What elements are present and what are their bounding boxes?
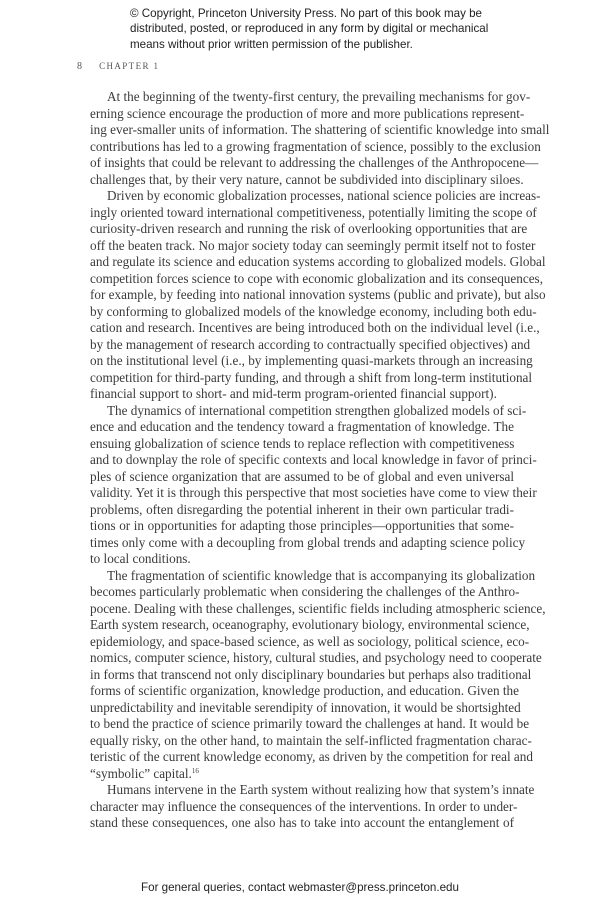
text-line: character may influence the consequences of the interventions. In order to under- — [90, 798, 518, 814]
text-line: ples of science organization that are assumed to be of global and even universal — [90, 468, 514, 484]
text-line: cation and research. Incentives are being introduced both on the individual level (i.e., — [90, 320, 540, 335]
text-line: competition for third-party funding, and through a shift from long-term institutional — [90, 369, 533, 385]
text-line: on the institutional level (i.e., by implementing quasi-markets through an increasing — [90, 353, 533, 368]
chapter-label: CHAPTER 1 — [99, 61, 160, 71]
text-line: The dynamics of international competition strengthen globalized models of sci- — [107, 402, 527, 418]
paragraph — [90, 567, 546, 783]
text-line-content: “symbolic” capital. — [90, 765, 192, 781]
text-line: and to downplay the role of specific contexts and local knowledge in favor of princi- — [90, 452, 537, 467]
text-line: times only come with a decoupling from global trends and adapting science policy — [90, 534, 526, 550]
text-line: validity. Yet it is through this perspective that most societies have come to view their — [90, 485, 537, 500]
copyright-line: © Copyright, Princeton University Press. No part of this book may be — [130, 7, 482, 20]
text-line: teristic of the current knowledge economy, as driven by the competition for real and — [90, 749, 533, 764]
paragraph — [90, 89, 550, 188]
text-line: for example, by feeding into national innovation systems (public and private), but also — [90, 287, 546, 302]
text-line: and regulate its science and education systems according to globalized models. Global — [90, 254, 546, 269]
text-line: ensuing globalization of science tends to replace reflection with competitiveness — [90, 435, 515, 451]
text-line: erning science encourage the production of more and more publications represent- — [90, 105, 525, 121]
text-line: epidemiology, and space-based science, as well as sociology, political science, eco- — [90, 633, 530, 649]
text-line: to local conditions. — [90, 551, 191, 566]
copyright-line: distributed, posted, or reproduced in any form by digital or mechanical — [130, 22, 489, 36]
text-line: tions or in opportunities for adapting those principles—opportunities that some- — [90, 518, 514, 533]
text-line: ingly oriented toward international competitiveness, potentially limiting the scope of — [90, 204, 537, 220]
text-line: challenges that, by their very nature, cannot be subdivided into disciplinary siloes. — [90, 171, 524, 187]
text-line: Driven by economic globalization processes, national science policies are increas- — [107, 188, 541, 203]
text-line: by conforming to globalized models of the knowledge economy, including both edu- — [90, 303, 537, 319]
text-line: financial support to short- and mid-term program-oriented financial support). — [90, 386, 497, 401]
text-line: pocene. Dealing with these challenges, scientific fields including atmospheric science, — [90, 600, 546, 616]
text-line: At the beginning of the twenty-first century, the prevailing mechanisms for gov- — [107, 89, 531, 104]
text-line: competition forces science to cope with economic globalization and its consequences, — [90, 270, 543, 286]
text-line: forms of scientific organization, knowledge production, and education. Given the — [90, 683, 519, 698]
copyright-notice — [130, 6, 530, 52]
text-line: ence and education and the tendency toward a fragmentation of knowledge. The — [90, 419, 514, 434]
running-head — [77, 61, 159, 72]
text-line: off the beaten track. No major society today can seemingly permit itself not to foster — [90, 237, 536, 253]
text-line: ing ever-smaller units of information. The shattering of scientific knowledge into small — [90, 122, 550, 137]
text-line: unpredictability and inevitable serendipity of innovation, it would be shortsighted — [90, 699, 521, 715]
paragraph — [90, 782, 535, 832]
paragraph — [90, 188, 546, 403]
text-line: stand these consequences, one also has to take into account the entanglement of — [90, 815, 514, 830]
body-text — [90, 89, 550, 832]
text-line: Earth system research, oceanography, evolutionary biology, environmental science, — [90, 617, 530, 632]
paragraph — [90, 402, 537, 568]
footnote-reference[interactable]: 16 — [191, 766, 199, 775]
text-line: becomes particularly problematic when considering the challenges of the Anthro- — [90, 584, 520, 599]
copyright-line: means without prior written permission of the publisher. — [130, 37, 413, 51]
text-line: The fragmentation of scientific knowledge that is accompanying its globalization — [107, 567, 536, 583]
text-line: by the management of research according to contractually specified objectives) and — [90, 336, 531, 352]
text-line: curiosity-driven research and running the risk of overlooking opportunities that are — [90, 221, 528, 236]
text-line: in forms that transcend not only disciplinary boundaries but perhaps also traditional — [90, 666, 532, 682]
text-line: problems, often disregarding the potential inherent in their own particular tradi- — [90, 501, 514, 517]
text-line: Humans intervene in the Earth system without realizing how that system’s innate — [107, 782, 535, 797]
text-line — [90, 766, 514, 783]
text-line: to bend the practice of science primarily toward the challenges at hand. It would be — [90, 716, 530, 731]
text-line: equally risky, on the other hand, to maintain the self-inflicted fragmentation charac- — [90, 732, 532, 748]
footer-contact: For general queries, contact webmaster@press.princeton.edu — [141, 881, 459, 894]
text-line: nomics, computer science, history, cultural studies, and psychology need to cooperate — [90, 650, 542, 665]
text-line: of insights that could be relevant to addressing the challenges of the Anthropocene— — [90, 155, 539, 170]
text-line: contributions has led to a growing fragmentation of science, possibly to the exclusion — [90, 138, 541, 154]
page-number: 8 — [77, 61, 84, 72]
